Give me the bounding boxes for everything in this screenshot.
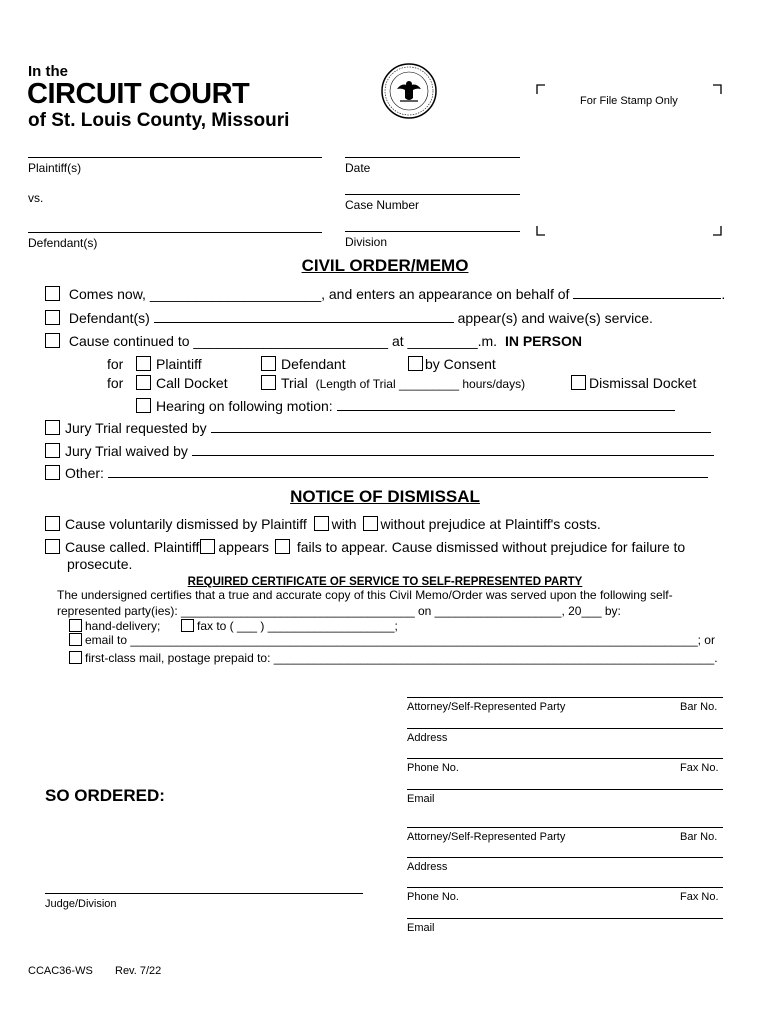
date-label: Date xyxy=(345,161,371,175)
address-2-line[interactable] xyxy=(407,857,723,858)
jury-waived-field[interactable] xyxy=(192,443,714,456)
date-line[interactable] xyxy=(345,157,520,158)
cause-continued-checkbox[interactable] xyxy=(45,333,60,348)
email-2-line[interactable] xyxy=(407,918,723,919)
address-1-line[interactable] xyxy=(407,728,723,729)
defendants-row xyxy=(45,310,653,326)
jury-waived-row: Jury Trial waived by xyxy=(45,443,714,459)
for-plaintiff-checkbox[interactable] xyxy=(136,356,151,371)
vs-label: vs. xyxy=(28,191,44,205)
dismissal-heading xyxy=(0,487,770,507)
civil-order-title: CIVIL ORDER/MEMO xyxy=(301,256,469,275)
other-field[interactable] xyxy=(108,465,708,478)
bar-no-2-label: Bar No. xyxy=(680,831,718,843)
phone-2-label: Phone No. xyxy=(407,891,459,903)
by-consent-checkbox[interactable] xyxy=(408,356,423,371)
call-docket-checkbox[interactable] xyxy=(136,375,151,390)
dismissal-title: NOTICE OF DISMISSAL xyxy=(290,487,480,506)
behalf-of-field[interactable] xyxy=(573,286,721,299)
prosecute-text: prosecute. xyxy=(67,556,133,572)
fax-checkbox[interactable] xyxy=(181,619,194,632)
county-title: of St. Louis County, Missouri xyxy=(28,110,290,131)
comes-now-text: Comes now, ______________________, and enters an appearance on behalf of xyxy=(68,286,570,302)
email-checkbox[interactable] xyxy=(69,633,82,646)
division-line[interactable] xyxy=(345,231,520,232)
fax-no-2-label: Fax No. xyxy=(680,891,719,903)
jury-requested-row: Jury Trial requested by xyxy=(45,420,711,436)
phone-1-label: Phone No. xyxy=(407,762,459,774)
email-1-line[interactable] xyxy=(407,789,723,790)
cause-called-checkbox[interactable] xyxy=(45,539,60,554)
other-row: Other: xyxy=(45,465,708,481)
attorney-2-label: Attorney/Self-Represented Party xyxy=(407,831,566,843)
address-1-label: Address xyxy=(407,732,448,744)
fax-no-1-label: Fax No. xyxy=(680,762,719,774)
hand-delivery-checkbox[interactable] xyxy=(69,619,82,632)
for-row-1: for xyxy=(107,356,124,372)
attorney-1-line[interactable] xyxy=(407,697,723,698)
without-prejudice-checkbox[interactable] xyxy=(363,516,378,531)
certificate-line-1: The undersigned certifies that a true and accurate copy of this Civil Memo/Order was served upon the following self- xyxy=(57,588,673,602)
case-number-line[interactable] xyxy=(345,194,520,195)
plaintiff-label: Plaintiff(s) xyxy=(28,161,82,175)
civil-order-heading xyxy=(0,256,770,276)
bar-no-1-label: Bar No. xyxy=(680,701,718,713)
phone-2-line[interactable] xyxy=(407,887,723,888)
for-defendant-checkbox[interactable] xyxy=(261,356,276,371)
jury-waived-checkbox[interactable] xyxy=(45,443,60,458)
division-label: Division xyxy=(345,235,388,249)
plaintiff-line[interactable] xyxy=(28,157,322,158)
defendants-name-field[interactable] xyxy=(154,310,454,323)
other-checkbox[interactable] xyxy=(45,465,60,480)
email-2-label: Email xyxy=(407,922,435,934)
so-ordered-label: SO ORDERED: xyxy=(45,786,165,805)
form-id: CCAC36-WS xyxy=(28,965,93,977)
file-stamp-label: For File Stamp Only xyxy=(580,95,678,107)
certificate-title: REQUIRED CERTIFICATE OF SERVICE TO SELF-REPRESENTED PARTY xyxy=(187,576,583,588)
hearing-checkbox[interactable] xyxy=(136,398,151,413)
address-2-label: Address xyxy=(407,861,448,873)
attorney-2-line[interactable] xyxy=(407,827,723,828)
voluntary-dismissal-checkbox[interactable] xyxy=(45,516,60,531)
comes-now-checkbox[interactable] xyxy=(45,286,60,301)
certificate-line-2: represented party(ies): ___________________________________ on ___________________, 20___ by: xyxy=(57,604,621,618)
court-title: CIRCUIT COURT xyxy=(27,78,250,110)
judge-division-label: Judge/Division xyxy=(45,898,117,910)
dismissal-docket-checkbox[interactable] xyxy=(571,375,586,390)
judge-signature-line[interactable] xyxy=(45,893,363,894)
case-number-label: Case Number xyxy=(345,198,420,212)
in-person-label: IN PERSON xyxy=(504,333,582,349)
defendants-label: Defendant(s) xyxy=(68,310,150,326)
defendant-label: Defendant(s) xyxy=(28,236,98,250)
appear-waive-text: appear(s) and waive(s) service. xyxy=(457,310,653,326)
email-1-label: Email xyxy=(407,793,435,805)
voluntary-dismissal-row: Cause voluntarily dismissed by Plaintiff with without prejudice at Plaintiff's costs. xyxy=(45,516,601,532)
length-of-trial: (Length of Trial _________ hours/days) xyxy=(315,377,526,391)
hearing-motion-field[interactable] xyxy=(337,398,675,411)
defendants-appear-checkbox[interactable] xyxy=(45,310,60,325)
cause-called-row: Cause called. Plaintiff appears fails to appear. Cause dismissed without prejudice for failure to xyxy=(45,539,685,555)
header-in-the: In the xyxy=(28,63,68,80)
phone-1-line[interactable] xyxy=(407,758,723,759)
with-prejudice-checkbox[interactable] xyxy=(314,516,329,531)
mail-checkbox[interactable] xyxy=(69,651,82,664)
trial-checkbox[interactable] xyxy=(261,375,276,390)
defendant-line[interactable] xyxy=(28,232,322,233)
fails-to-appear-checkbox[interactable] xyxy=(275,539,290,554)
attorney-1-label: Attorney/Self-Represented Party xyxy=(407,701,566,713)
jury-requested-field[interactable] xyxy=(211,420,711,433)
cause-continued-row xyxy=(45,333,582,349)
hearing-row: Hearing on following motion: xyxy=(136,398,675,414)
comes-now-row: Comes now, ______________________, and enters an appearance on behalf of . xyxy=(45,286,725,302)
cause-continued-text: Cause continued to _________________________ at _________.m. xyxy=(68,333,498,349)
jury-requested-checkbox[interactable] xyxy=(45,420,60,435)
appears-checkbox[interactable] xyxy=(200,539,215,554)
revision: Rev. 7/22 xyxy=(115,965,162,977)
court-seal-icon xyxy=(380,62,438,120)
for-row-2: for xyxy=(107,375,124,391)
